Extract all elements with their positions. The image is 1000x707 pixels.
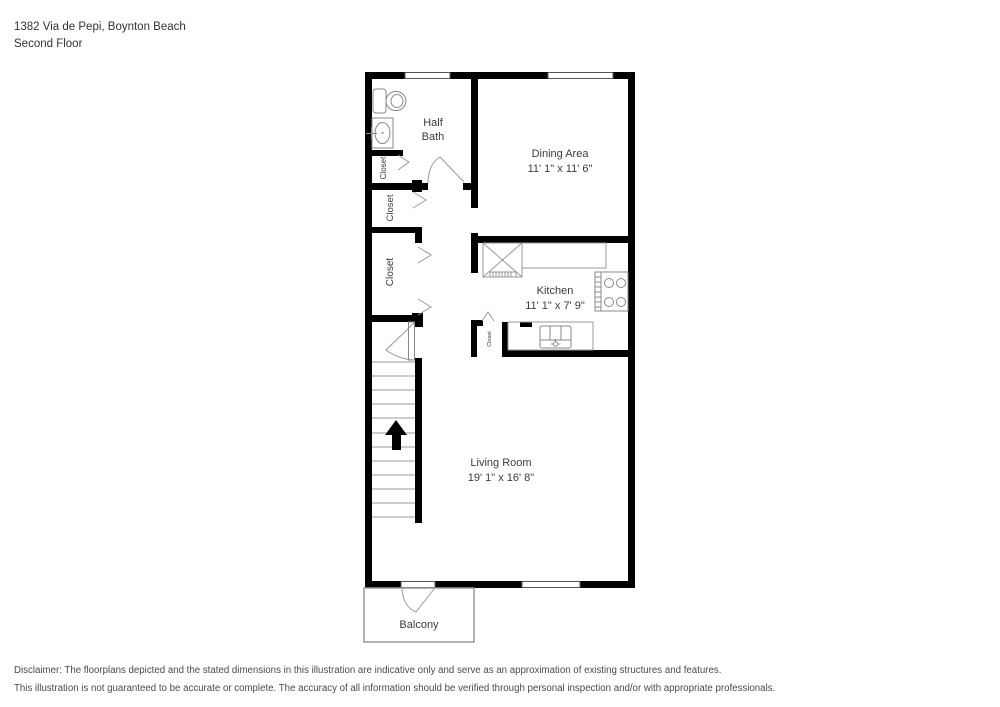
- floor-line: Second Floor: [14, 38, 83, 50]
- closet-label: Closet: [379, 156, 388, 180]
- window: [548, 73, 613, 79]
- toilet-icon: [373, 89, 406, 113]
- wall-stairwell: [415, 358, 422, 523]
- wall-bath-dining: [471, 79, 478, 208]
- closet-door-chevron: [418, 299, 431, 315]
- wall-kitchen-closet: [471, 320, 483, 326]
- closet-label: Closet: [487, 331, 493, 347]
- closet-label: Closet: [385, 257, 396, 287]
- wall-closet2-divider: [372, 227, 415, 233]
- wall-bath-bottom: [463, 183, 471, 190]
- stair-up-arrow-icon: [385, 420, 407, 450]
- wall-outer-bottom: [435, 581, 522, 588]
- labels-group: [379, 117, 592, 631]
- bath-door-arc: [428, 157, 464, 183]
- closet-door-chevron: [398, 155, 409, 170]
- disclaimer-line-2: This illustration is not guaranteed to be accurate or complete. The accuracy of all information should be verified through personal inspection and/or with appropriate professionals.: [14, 683, 776, 694]
- room-label-half-bath: Half: [423, 117, 443, 129]
- room-label-kitchen: Kitchen: [536, 285, 574, 297]
- balcony-door-opening: [401, 582, 435, 588]
- wall-outer-bottom: [580, 581, 635, 588]
- room-dims-dining: 11' 1" x 11' 6": [527, 163, 593, 175]
- wall-outer-right: [628, 72, 635, 588]
- closet-door-chevron: [418, 247, 431, 263]
- address-line: 1382 Via de Pepi, Boynton Beach: [14, 21, 186, 33]
- closet-door-chevron: [482, 312, 494, 321]
- wall-outer-top: [449, 72, 549, 79]
- wall-closet3-bottom: [372, 315, 413, 322]
- wall-outer-left: [365, 72, 372, 588]
- room-label-half-bath: Bath: [421, 131, 445, 143]
- wall-kitchen-bottom: [502, 350, 635, 357]
- wall-endcap: [415, 227, 422, 243]
- window: [522, 582, 580, 588]
- refrigerator-icon: [483, 243, 522, 277]
- stairs: [372, 362, 415, 517]
- balcony-door-arc: [402, 589, 434, 612]
- wall-outer-bottom: [365, 581, 401, 588]
- closet-door-chevron: [413, 192, 426, 208]
- stove-icon: [595, 272, 628, 311]
- kitchen-counter-icon: [522, 243, 606, 268]
- walls-group: [365, 72, 635, 588]
- wall-kitchen-stub: [471, 233, 478, 273]
- room-label-dining: Dining Area: [531, 148, 589, 160]
- room-dims-living: 19' 1" x 16' 8": [467, 472, 535, 484]
- wall-dining-kitchen: [478, 236, 635, 243]
- closet-label: Closet: [385, 194, 396, 222]
- room-label-living: Living Room: [470, 457, 532, 469]
- disclaimer: [14, 662, 775, 698]
- doors-group: [386, 155, 494, 612]
- counter-marker: [520, 322, 532, 327]
- room-dims-kitchen: 11' 1" x 7' 9": [525, 300, 585, 312]
- wall-endcap: [412, 180, 422, 192]
- window: [405, 73, 450, 79]
- balcony-outline: [364, 588, 474, 642]
- disclaimer-line-1: Disclaimer: The floorplans depicted and the stated dimensions in this illustration are indicative only and serve as an approximation of existing structures and features.: [14, 665, 722, 676]
- room-label-balcony: Balcony: [399, 619, 439, 631]
